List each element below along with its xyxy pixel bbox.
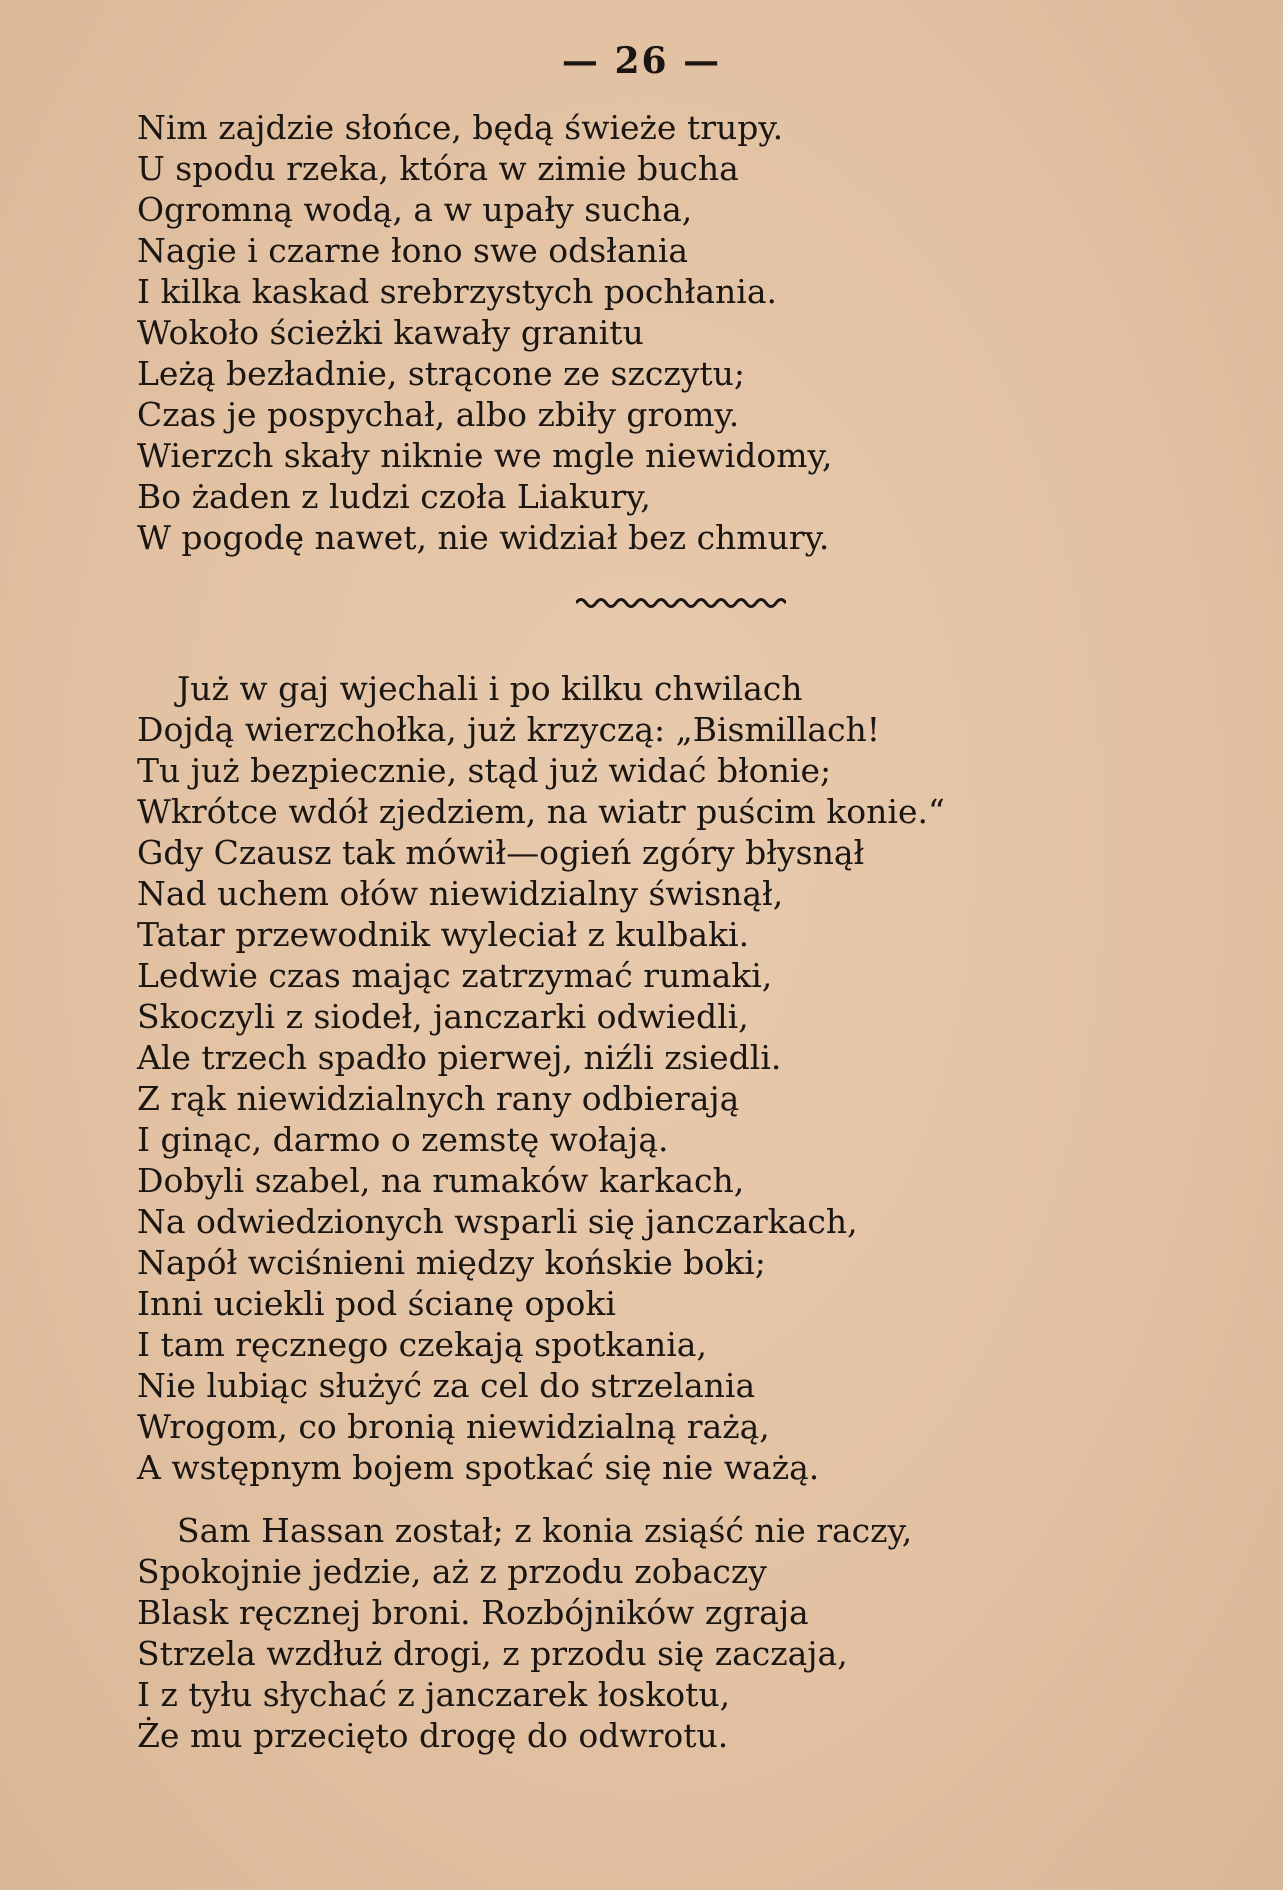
verse-line: Spokojnie jedzie, aż z przodu zobaczy [137, 1552, 767, 1591]
verse-line: Z rąk niewidzialnych rany odbierają [137, 1079, 740, 1118]
verse-line: Bo żaden z ludzi czoła Liakury, [137, 477, 651, 516]
verse-line: Na odwiedzionych wsparli się janczarkach, [137, 1202, 858, 1241]
verse-line: Leżą bezładnie, strącone ze szczytu; [137, 354, 745, 393]
verse-line: A wstępnym bojem spotkać się nie ważą. [137, 1448, 820, 1487]
verse-line: Czas je pospychał, albo zbiły gromy. [137, 395, 740, 434]
verse-line: Wierzch skały niknie we mgle niewidomy, [137, 436, 833, 475]
verse-line: I z tyłu słychać z janczarek łoskotu, [137, 1675, 731, 1714]
stanza [137, 107, 832, 558]
verse-line: Blask ręcznej broni. Rozbójników zgraja [137, 1593, 809, 1632]
verse-line: I kilka kaskad srebrzystych pochłania. [137, 272, 777, 311]
verse-line: Już w gaj wjechali i po kilku chwilach [177, 669, 803, 708]
page-number: — 26 — [561, 40, 722, 82]
verse-line: Nie lubiąc służyć za cel do strzelania [137, 1366, 756, 1405]
verse-line: Nagie i czarne łono swe odsłania [137, 231, 689, 270]
verse-line: Nim zajdzie słońce, będą świeże trupy. [137, 108, 784, 147]
verse-line: Tu już bezpiecznie, stąd już widać błonie; [137, 751, 832, 790]
stanza [137, 668, 945, 1488]
verse-line: Strzela wzdłuż drogi, z przodu się zaczaja, [137, 1634, 848, 1673]
verse-line: Dojdą wierzchołka, już krzyczą: „Bismillach! [137, 710, 881, 749]
verse-line: Skoczyli z siodeł, janczarki odwiedli, [137, 997, 749, 1036]
verse-line: Dobyli szabel, na rumaków karkach, [137, 1161, 745, 1200]
verse-line: Gdy Czausz tak mówił—ogień zgóry błysnął [137, 833, 865, 872]
verse-line: Napół wciśnieni między końskie boki; [137, 1243, 766, 1282]
wavy-divider-ornament [576, 594, 786, 612]
verse-line: Że mu przecięto drogę do odwrotu. [137, 1716, 729, 1755]
verse-line: W pogodę nawet, nie widział bez chmury. [137, 518, 830, 557]
verse-line: Ale trzech spadło pierwej, niźli zsiedli. [137, 1038, 782, 1077]
verse-line: Wrogom, co bronią niewidzialną rażą, [137, 1407, 770, 1446]
stanza [137, 1510, 912, 1756]
verse-line: Tatar przewodnik wyleciał z kulbaki. [137, 915, 750, 954]
verse-line: Ledwie czas mając zatrzymać rumaki, [137, 956, 773, 995]
verse-line: I ginąc, darmo o zemstę wołają. [137, 1120, 669, 1159]
verse-line: Sam Hassan został; z konia zsiąść nie raczy, [177, 1511, 913, 1550]
verse-line: Wkrótce wdół zjedziem, na wiatr puścim konie.“ [137, 792, 945, 831]
verse-line: Nad uchem ołów niewidzialny świsnął, [137, 874, 784, 913]
verse-line: Inni uciekli pod ścianę opoki [137, 1284, 616, 1323]
verse-line: U spodu rzeka, która w zimie bucha [137, 149, 739, 188]
verse-line: Wokoło ścieżki kawały granitu [137, 313, 644, 352]
verse-line: Ogromną wodą, a w upały sucha, [137, 190, 693, 229]
verse-line: I tam ręcznego czekają spotkania, [137, 1325, 707, 1364]
